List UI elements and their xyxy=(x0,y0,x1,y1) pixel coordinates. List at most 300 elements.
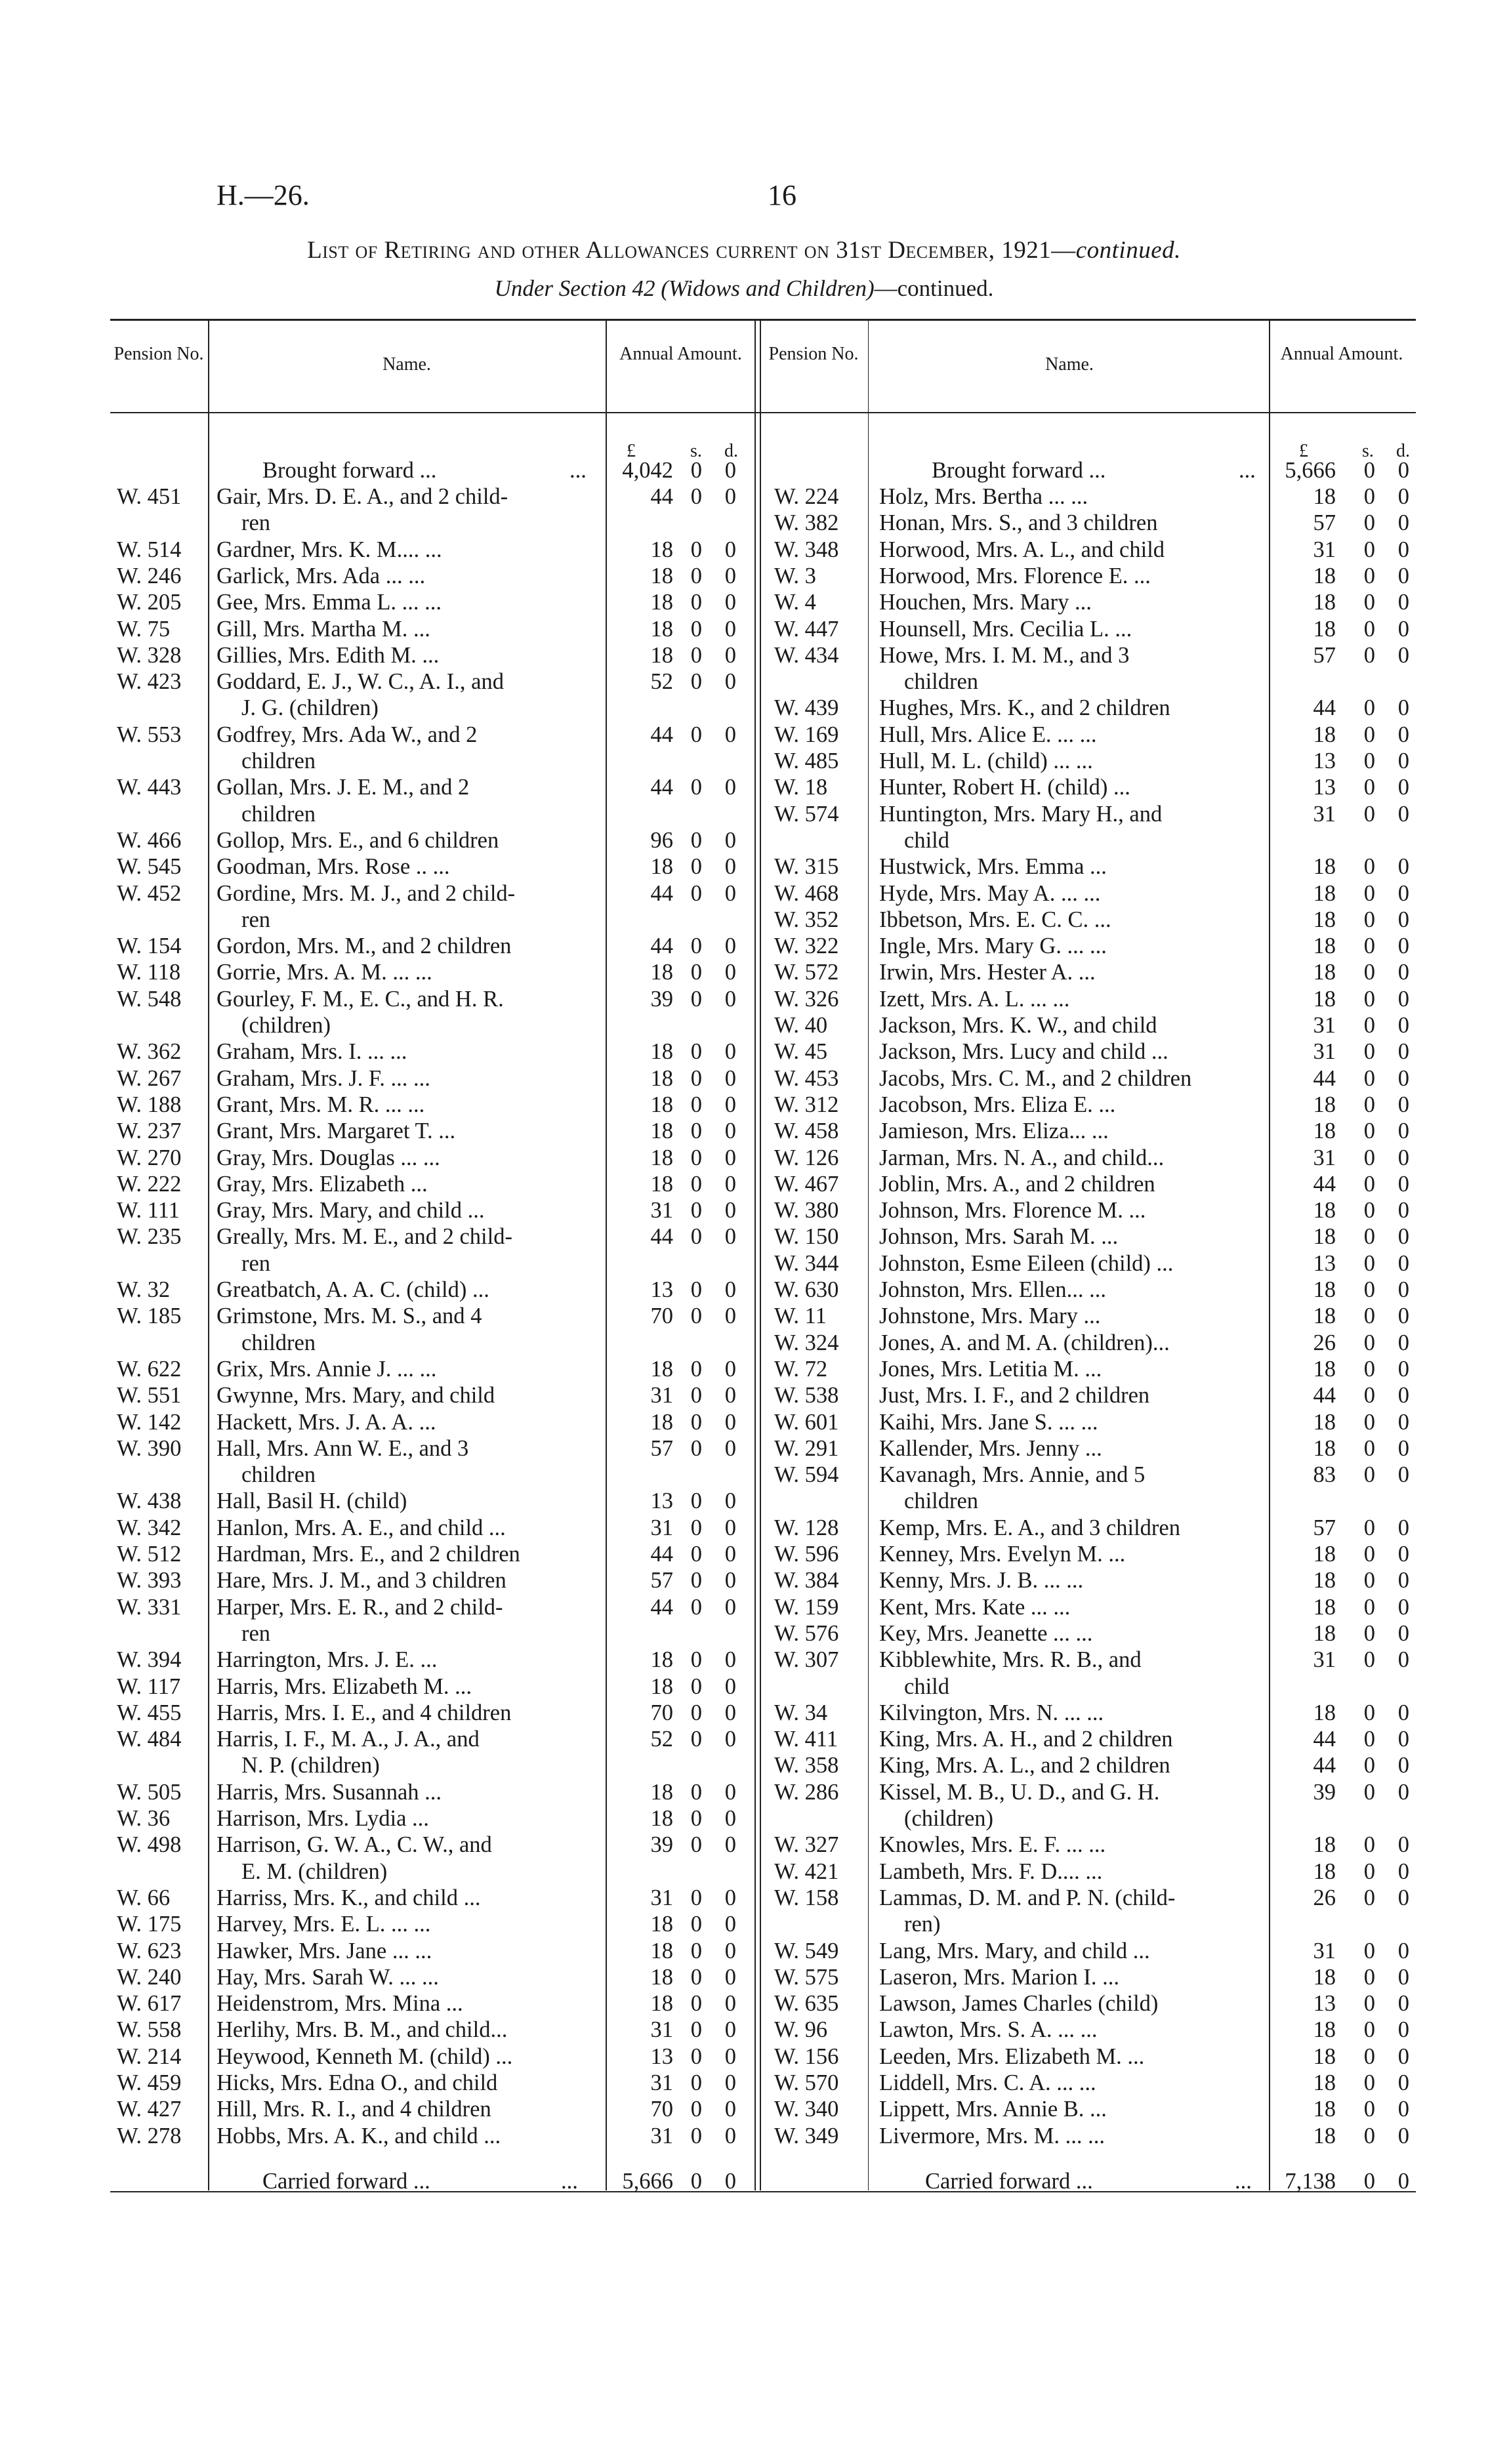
amount-pence: 0 xyxy=(1397,2070,1409,2095)
amount-pounds: 31 xyxy=(650,2123,673,2148)
pensioner-name: Gardner, Mrs. K. M.... ... xyxy=(217,537,442,562)
pension-number: W. 558 xyxy=(117,2017,182,2043)
amount-shillings: 0 xyxy=(690,1435,702,1461)
pensioner-name: ren xyxy=(241,1250,271,1276)
pensioner-name: Greally, Mrs. M. E., and 2 child- xyxy=(217,1224,512,1250)
amount-pounds: 44 xyxy=(650,722,673,747)
col-head-annual-amount: Annual Amount. xyxy=(619,344,742,364)
unit-shillings: s. xyxy=(1362,441,1374,461)
amount-pounds: 44 xyxy=(650,880,673,906)
amount-pounds: 5,666 xyxy=(622,2169,673,2194)
pensioner-name: Jacobs, Mrs. C. M., and 2 children xyxy=(879,1065,1192,1091)
amount-shillings: 0 xyxy=(1363,960,1375,985)
amount-pence: 0 xyxy=(724,1198,736,1223)
pension-number: W. 205 xyxy=(117,590,182,615)
pensioner-name: Kaihi, Mrs. Jane S. ... ... xyxy=(879,1409,1098,1435)
amount-shillings: 0 xyxy=(1363,1198,1375,1223)
amount-pounds: 31 xyxy=(1313,1938,1336,1963)
amount-pounds: 31 xyxy=(1313,1013,1336,1038)
pensioner-name: Hunter, Robert H. (child) ... xyxy=(879,775,1130,800)
col-head-name: Name. xyxy=(1045,354,1094,375)
amount-pence: 0 xyxy=(1397,1832,1409,1858)
amount-pence: 0 xyxy=(1397,563,1409,588)
subtitle-continued: —continued. xyxy=(874,276,994,301)
amount-pounds: 5,666 xyxy=(1285,458,1336,483)
amount-pounds: 18 xyxy=(1313,1409,1336,1435)
amount-pence: 0 xyxy=(724,960,736,985)
pensioner-name: Hobbs, Mrs. A. K., and child ... xyxy=(217,2123,501,2148)
unit-pence: d. xyxy=(724,441,738,461)
amount-pounds: 18 xyxy=(650,642,673,668)
pension-number: W. 34 xyxy=(774,1700,828,1725)
pensioner-name: children xyxy=(241,1462,316,1488)
pensioner-name: children xyxy=(241,1330,316,1355)
amount-pence: 0 xyxy=(1397,1013,1409,1038)
amount-shillings: 0 xyxy=(690,1065,702,1091)
amount-shillings: 0 xyxy=(690,1409,702,1435)
pensioner-name: Hill, Mrs. R. I., and 4 children xyxy=(217,2097,491,2122)
amount-shillings: 0 xyxy=(1363,854,1375,880)
brought-forward-label: Brought forward ... xyxy=(932,458,1106,483)
pensioner-name: Horwood, Mrs. A. L., and child xyxy=(879,537,1165,562)
amount-pence: 0 xyxy=(724,2017,736,2043)
pensioner-name: Horwood, Mrs. Florence E. ... xyxy=(879,563,1151,588)
amount-shillings: 0 xyxy=(1363,2097,1375,2122)
amount-shillings: 0 xyxy=(690,1171,702,1197)
pensioner-name: Jones, Mrs. Letitia M. ... xyxy=(879,1356,1102,1382)
pensioner-name: Ibbetson, Mrs. E. C. C. ... xyxy=(879,907,1111,932)
unit-pence: d. xyxy=(1396,441,1410,461)
page-title xyxy=(0,236,1488,264)
amount-pence: 0 xyxy=(1397,695,1409,721)
pension-number: W. 246 xyxy=(117,563,182,588)
amount-shillings: 0 xyxy=(1363,1356,1375,1382)
pension-number: W. 452 xyxy=(117,880,182,906)
pension-number: W. 484 xyxy=(117,1727,182,1752)
pension-number: W. 66 xyxy=(117,1885,171,1910)
pensioner-name: Liddell, Mrs. C. A. ... ... xyxy=(879,2070,1096,2095)
amount-shillings: 0 xyxy=(1363,1700,1375,1725)
amount-pence: 0 xyxy=(1397,880,1409,906)
amount-pounds: 18 xyxy=(1313,1964,1336,1990)
amount-pounds: 18 xyxy=(1313,1620,1336,1646)
amount-shillings: 0 xyxy=(1363,986,1375,1012)
pensioner-name: Gair, Mrs. D. E. A., and 2 child- xyxy=(217,484,508,509)
amount-pounds: 70 xyxy=(650,2097,673,2122)
pensioner-name: Hull, Mrs. Alice E. ... ... xyxy=(879,722,1097,747)
pension-number: W. 538 xyxy=(774,1383,839,1408)
amount-pence: 0 xyxy=(1397,2097,1409,2122)
pension-number: W. 96 xyxy=(774,2017,828,2043)
pension-number: W. 185 xyxy=(117,1304,182,1329)
carried-forward-dots: ... xyxy=(1235,2169,1252,2194)
pensioner-name: Kavanagh, Mrs. Annie, and 5 xyxy=(879,1462,1146,1488)
amount-shillings: 0 xyxy=(1363,1594,1375,1620)
amount-pounds: 18 xyxy=(650,563,673,588)
amount-pounds: 18 xyxy=(650,1673,673,1699)
amount-pence: 0 xyxy=(724,484,736,509)
amount-pence: 0 xyxy=(1397,1171,1409,1197)
amount-shillings: 0 xyxy=(690,616,702,642)
amount-shillings: 0 xyxy=(1363,590,1375,615)
carried-forward-label: Carried forward ... xyxy=(925,2169,1093,2194)
amount-pence: 0 xyxy=(724,2169,736,2194)
amount-pounds: 44 xyxy=(650,775,673,800)
pension-number: W. 267 xyxy=(117,1065,182,1091)
amount-pence: 0 xyxy=(724,775,736,800)
amount-pence: 0 xyxy=(1397,854,1409,880)
pensioner-name: Lammas, D. M. and P. N. (child- xyxy=(879,1885,1176,1910)
amount-pounds: 18 xyxy=(650,1991,673,2017)
pensioner-name: Hawker, Mrs. Jane ... ... xyxy=(217,1938,432,1963)
amount-shillings: 0 xyxy=(690,1515,702,1540)
amount-shillings: 0 xyxy=(1363,2123,1375,2148)
amount-pence: 0 xyxy=(1397,537,1409,562)
amount-shillings: 0 xyxy=(1363,1964,1375,1990)
amount-shillings: 0 xyxy=(690,563,702,588)
pensioner-name: Kissel, M. B., U. D., and G. H. xyxy=(879,1779,1160,1805)
pensioner-name: Hounsell, Mrs. Cecilia L. ... xyxy=(879,616,1132,642)
amount-shillings: 0 xyxy=(1363,1013,1375,1038)
pension-number: W. 439 xyxy=(774,695,839,721)
amount-shillings: 0 xyxy=(690,642,702,668)
pension-number: W. 331 xyxy=(117,1594,182,1620)
pension-number: W. 438 xyxy=(117,1489,182,1514)
pension-number: W. 188 xyxy=(117,1092,182,1117)
pension-number: W. 340 xyxy=(774,2097,839,2122)
pensioner-name: Jacobson, Mrs. Eliza E. ... xyxy=(879,1092,1116,1117)
pension-number: W. 169 xyxy=(774,722,839,747)
pension-number: W. 270 xyxy=(117,1145,182,1170)
amount-shillings: 0 xyxy=(1363,934,1375,959)
amount-shillings: 0 xyxy=(1363,537,1375,562)
pension-number: W. 278 xyxy=(117,2123,182,2148)
pensioner-name: Hustwick, Mrs. Emma ... xyxy=(879,854,1107,880)
amount-pounds: 26 xyxy=(1313,1330,1336,1355)
amount-pence: 0 xyxy=(724,1912,736,1937)
pensioner-name: Huntington, Mrs. Mary H., and xyxy=(879,801,1163,827)
amount-shillings: 0 xyxy=(1363,1435,1375,1461)
amount-pence: 0 xyxy=(724,1964,736,1990)
amount-shillings: 0 xyxy=(690,880,702,906)
pension-number: W. 36 xyxy=(117,1806,171,1831)
pensioner-name: Lambeth, Mrs. F. D.... ... xyxy=(879,1858,1103,1884)
brought-forward-dots: ... xyxy=(1239,458,1256,483)
pensioner-name: Izett, Mrs. A. L. ... ... xyxy=(879,986,1070,1012)
amount-pounds: 44 xyxy=(1313,1383,1336,1408)
amount-shillings: 0 xyxy=(690,1938,702,1963)
amount-pounds: 18 xyxy=(1313,484,1336,509)
amount-shillings: 0 xyxy=(1363,1277,1375,1302)
pensioner-name: Laseron, Mrs. Marion I. ... xyxy=(879,1964,1120,1990)
amount-pounds: 18 xyxy=(650,1647,673,1673)
amount-pounds: 31 xyxy=(1313,537,1336,562)
amount-shillings: 0 xyxy=(690,1700,702,1725)
pension-number: W. 411 xyxy=(774,1727,838,1752)
amount-shillings: 0 xyxy=(1363,1779,1375,1805)
amount-pounds: 57 xyxy=(1313,510,1336,536)
amount-pounds: 18 xyxy=(1313,1092,1336,1117)
amount-pence: 0 xyxy=(724,563,736,588)
pensioner-name: ren xyxy=(241,510,271,536)
amount-pence: 0 xyxy=(724,458,736,483)
amount-pence: 0 xyxy=(1397,484,1409,509)
pensioner-name: Harris, I. F., M. A., J. A., and xyxy=(217,1727,480,1752)
amount-shillings: 0 xyxy=(690,1039,702,1065)
amount-shillings: 0 xyxy=(1363,458,1375,483)
pensioner-name: Heidenstrom, Mrs. Mina ... xyxy=(217,1991,463,2017)
amount-shillings: 0 xyxy=(1363,2017,1375,2043)
amount-pounds: 13 xyxy=(1313,775,1336,800)
amount-pounds: 18 xyxy=(1313,1542,1336,1567)
amount-shillings: 0 xyxy=(1363,1409,1375,1435)
pensioner-name: Key, Mrs. Jeanette ... ... xyxy=(879,1620,1093,1646)
amount-shillings: 0 xyxy=(690,2017,702,2043)
pension-number: W. 548 xyxy=(117,986,182,1012)
pensioner-name: Hanlon, Mrs. A. E., and child ... xyxy=(217,1515,506,1540)
pensioner-name: Heywood, Kenneth M. (child) ... xyxy=(217,2043,513,2069)
amount-pounds: 31 xyxy=(1313,1145,1336,1170)
pensioner-name: Harrington, Mrs. J. E. ... xyxy=(217,1647,438,1673)
amount-shillings: 0 xyxy=(690,1304,702,1329)
amount-shillings: 0 xyxy=(690,1489,702,1514)
amount-shillings: 0 xyxy=(690,1568,702,1593)
pension-number: W. 158 xyxy=(774,1885,839,1910)
amount-pence: 0 xyxy=(1397,1356,1409,1382)
amount-pounds: 18 xyxy=(650,1806,673,1831)
amount-pence: 0 xyxy=(1397,722,1409,747)
amount-pounds: 18 xyxy=(1313,616,1336,642)
amount-pounds: 18 xyxy=(1313,2097,1336,2122)
pension-number: W. 570 xyxy=(774,2070,839,2095)
pension-number: W. 286 xyxy=(774,1779,839,1805)
page-number: 16 xyxy=(768,179,796,211)
pensioner-name: Gee, Mrs. Emma L. ... ... xyxy=(217,590,442,615)
amount-pounds: 18 xyxy=(1313,1304,1336,1329)
amount-pence: 0 xyxy=(724,1594,736,1620)
amount-pounds: 18 xyxy=(650,1039,673,1065)
pensioner-name: Gollop, Mrs. E., and 6 children xyxy=(217,827,499,853)
amount-shillings: 0 xyxy=(690,1383,702,1408)
amount-pence: 0 xyxy=(724,1700,736,1725)
amount-pence: 0 xyxy=(724,1409,736,1435)
amount-shillings: 0 xyxy=(690,1594,702,1620)
pensioner-name: Lang, Mrs. Mary, and child ... xyxy=(879,1938,1150,1963)
amount-pence: 0 xyxy=(1397,801,1409,827)
brought-forward-row xyxy=(0,457,1488,483)
amount-pence: 0 xyxy=(724,1383,736,1408)
pensioner-name: Godfrey, Mrs. Ada W., and 2 xyxy=(217,722,478,747)
pensioner-name: Herlihy, Mrs. B. M., and child... xyxy=(217,2017,508,2043)
amount-pence: 0 xyxy=(1397,1542,1409,1567)
amount-shillings: 0 xyxy=(690,1964,702,1990)
subtitle-section: Under Section 42 (Widows and Children) xyxy=(494,276,875,301)
pension-number: W. 447 xyxy=(774,616,839,642)
pensioner-name: Kent, Mrs. Kate ... ... xyxy=(879,1594,1071,1620)
pensioner-name: Harris, Mrs. Susannah ... xyxy=(217,1779,442,1805)
amount-pounds: 44 xyxy=(650,1542,673,1567)
amount-pence: 0 xyxy=(1397,1224,1409,1250)
amount-shillings: 0 xyxy=(690,2169,702,2194)
table-top-rule xyxy=(110,319,1416,321)
pension-number: W. 307 xyxy=(774,1647,839,1673)
pensioner-name: Hardman, Mrs. E., and 2 children xyxy=(217,1542,520,1567)
amount-pounds: 4,042 xyxy=(622,458,673,483)
pensioner-name: Kemp, Mrs. E. A., and 3 children xyxy=(879,1515,1180,1540)
col-rule xyxy=(868,321,869,2190)
amount-pence: 0 xyxy=(1397,1065,1409,1091)
pensioner-name: Grant, Mrs. Margaret T. ... xyxy=(217,1119,456,1144)
pensioner-name: Kallender, Mrs. Jenny ... xyxy=(879,1435,1102,1461)
pensioner-name: Harper, Mrs. E. R., and 2 child- xyxy=(217,1594,503,1620)
pensioner-name: Leeden, Mrs. Elizabeth M. ... xyxy=(879,2043,1145,2069)
amount-pence: 0 xyxy=(724,590,736,615)
pension-number: W. 574 xyxy=(774,801,839,827)
amount-shillings: 0 xyxy=(1363,2169,1375,2194)
pension-number: W. 237 xyxy=(117,1119,182,1144)
amount-shillings: 0 xyxy=(1363,1224,1375,1250)
pensioner-name: Johnston, Esme Eileen (child) ... xyxy=(879,1250,1174,1276)
amount-shillings: 0 xyxy=(690,960,702,985)
pensioner-name: Gillies, Mrs. Edith M. ... xyxy=(217,642,440,668)
amount-shillings: 0 xyxy=(690,1779,702,1805)
amount-shillings: 0 xyxy=(690,1224,702,1250)
amount-pounds: 18 xyxy=(1313,854,1336,880)
amount-pounds: 18 xyxy=(650,1409,673,1435)
amount-pounds: 18 xyxy=(1313,1119,1336,1144)
amount-pence: 0 xyxy=(1397,1700,1409,1725)
pension-number: W. 459 xyxy=(117,2070,182,2095)
amount-pounds: 18 xyxy=(1313,1277,1336,1302)
amount-pounds: 18 xyxy=(650,960,673,985)
amount-shillings: 0 xyxy=(690,2097,702,2122)
pension-number: W. 635 xyxy=(774,1991,839,2017)
amount-pence: 0 xyxy=(1397,616,1409,642)
amount-pence: 0 xyxy=(1397,590,1409,615)
pensioner-name: Jackson, Mrs. Lucy and child ... xyxy=(879,1039,1168,1065)
amount-pounds: 18 xyxy=(650,537,673,562)
pension-number: W. 224 xyxy=(774,484,839,509)
amount-pence: 0 xyxy=(724,1039,736,1065)
amount-pounds: 31 xyxy=(650,2017,673,2043)
pension-number: W. 344 xyxy=(774,1250,839,1276)
amount-pence: 0 xyxy=(1397,1991,1409,2017)
brought-forward-dots: ... xyxy=(569,458,587,483)
amount-shillings: 0 xyxy=(1363,1092,1375,1117)
amount-pence: 0 xyxy=(1397,960,1409,985)
amount-pounds: 44 xyxy=(650,484,673,509)
pension-number: W. 362 xyxy=(117,1039,182,1065)
amount-pounds: 18 xyxy=(1313,563,1336,588)
amount-shillings: 0 xyxy=(690,1912,702,1937)
amount-pence: 0 xyxy=(1397,1383,1409,1408)
page-subtitle xyxy=(0,276,1488,302)
amount-pounds: 44 xyxy=(650,1224,673,1250)
amount-pounds: 57 xyxy=(1313,642,1336,668)
amount-pence: 0 xyxy=(724,642,736,668)
col-head-name: Name. xyxy=(382,354,431,375)
pensioner-name: Garlick, Mrs. Ada ... ... xyxy=(217,563,426,588)
amount-pounds: 57 xyxy=(1313,1515,1336,1540)
pensioner-name: Jones, A. and M. A. (children)... xyxy=(879,1330,1170,1355)
amount-pence: 0 xyxy=(1397,775,1409,800)
pensioner-name: Gorrie, Mrs. A. M. ... ... xyxy=(217,960,432,985)
amount-pence: 0 xyxy=(724,1938,736,1963)
pensioner-name: Grant, Mrs. M. R. ... ... xyxy=(217,1092,425,1117)
amount-pence: 0 xyxy=(724,934,736,959)
amount-pence: 0 xyxy=(724,1304,736,1329)
amount-pence: 0 xyxy=(1397,1568,1409,1593)
pension-number: W. 118 xyxy=(117,960,181,985)
pension-number: W. 312 xyxy=(774,1092,839,1117)
pensioner-name: Graham, Mrs. I. ... ... xyxy=(217,1039,407,1065)
amount-pence: 0 xyxy=(1397,1145,1409,1170)
amount-pounds: 18 xyxy=(1313,2070,1336,2095)
amount-pounds: 44 xyxy=(1313,1065,1336,1091)
amount-shillings: 0 xyxy=(1363,1647,1375,1673)
amount-pounds: 52 xyxy=(650,1727,673,1752)
pension-number: W. 322 xyxy=(774,934,839,959)
amount-pounds: 13 xyxy=(1313,749,1336,773)
col-rule xyxy=(754,321,756,2190)
amount-pence: 0 xyxy=(724,1435,736,1461)
pensioner-name: Gwynne, Mrs. Mary, and child xyxy=(217,1383,495,1408)
amount-shillings: 0 xyxy=(1363,801,1375,827)
pension-number: W. 455 xyxy=(117,1700,182,1725)
amount-pounds: 18 xyxy=(650,1938,673,1963)
pension-number: W. 235 xyxy=(117,1224,182,1250)
amount-shillings: 0 xyxy=(690,1277,702,1302)
amount-pounds: 44 xyxy=(1313,1171,1336,1197)
pension-number: W. 328 xyxy=(117,642,182,668)
amount-pounds: 18 xyxy=(1313,2017,1336,2043)
unit-pounds: £ xyxy=(627,441,636,461)
pensioner-name: Kenney, Mrs. Evelyn M. ... xyxy=(879,1542,1126,1567)
pension-number: W. 342 xyxy=(117,1515,182,1540)
amount-pence: 0 xyxy=(724,1515,736,1540)
amount-pence: 0 xyxy=(724,1806,736,1831)
amount-pounds: 18 xyxy=(1313,934,1336,959)
pensioner-name: Harris, Mrs. I. E., and 4 children xyxy=(217,1700,512,1725)
pensioner-name: child xyxy=(904,1673,949,1699)
amount-pence: 0 xyxy=(1397,1938,1409,1963)
amount-shillings: 0 xyxy=(690,1119,702,1144)
pension-number: W. 150 xyxy=(774,1224,839,1250)
pensioner-name: Hackett, Mrs. J. A. A. ... xyxy=(217,1409,436,1435)
pension-number: W. 394 xyxy=(117,1647,182,1673)
pensioner-name: Harrison, Mrs. Lydia ... xyxy=(217,1806,429,1831)
carried-forward-label: Carried forward ... xyxy=(262,2169,430,2194)
pension-number: W. 382 xyxy=(774,510,839,536)
pension-number: W. 594 xyxy=(774,1462,839,1488)
amount-pence: 0 xyxy=(724,2070,736,2095)
pension-number: W. 111 xyxy=(117,1198,180,1223)
amount-pence: 0 xyxy=(1397,1092,1409,1117)
amount-shillings: 0 xyxy=(690,1647,702,1673)
amount-shillings: 0 xyxy=(690,590,702,615)
amount-shillings: 0 xyxy=(690,854,702,880)
report-code: H.—26. xyxy=(217,179,310,211)
pension-number: W. 175 xyxy=(117,1912,182,1937)
pension-number: W. 434 xyxy=(774,642,839,668)
amount-pence: 0 xyxy=(1397,1198,1409,1223)
amount-shillings: 0 xyxy=(690,2123,702,2148)
amount-pounds: 31 xyxy=(1313,1647,1336,1673)
amount-shillings: 0 xyxy=(1363,1145,1375,1170)
pension-number: W. 326 xyxy=(774,986,839,1012)
amount-pounds: 18 xyxy=(650,1092,673,1117)
amount-shillings: 0 xyxy=(1363,1753,1375,1778)
